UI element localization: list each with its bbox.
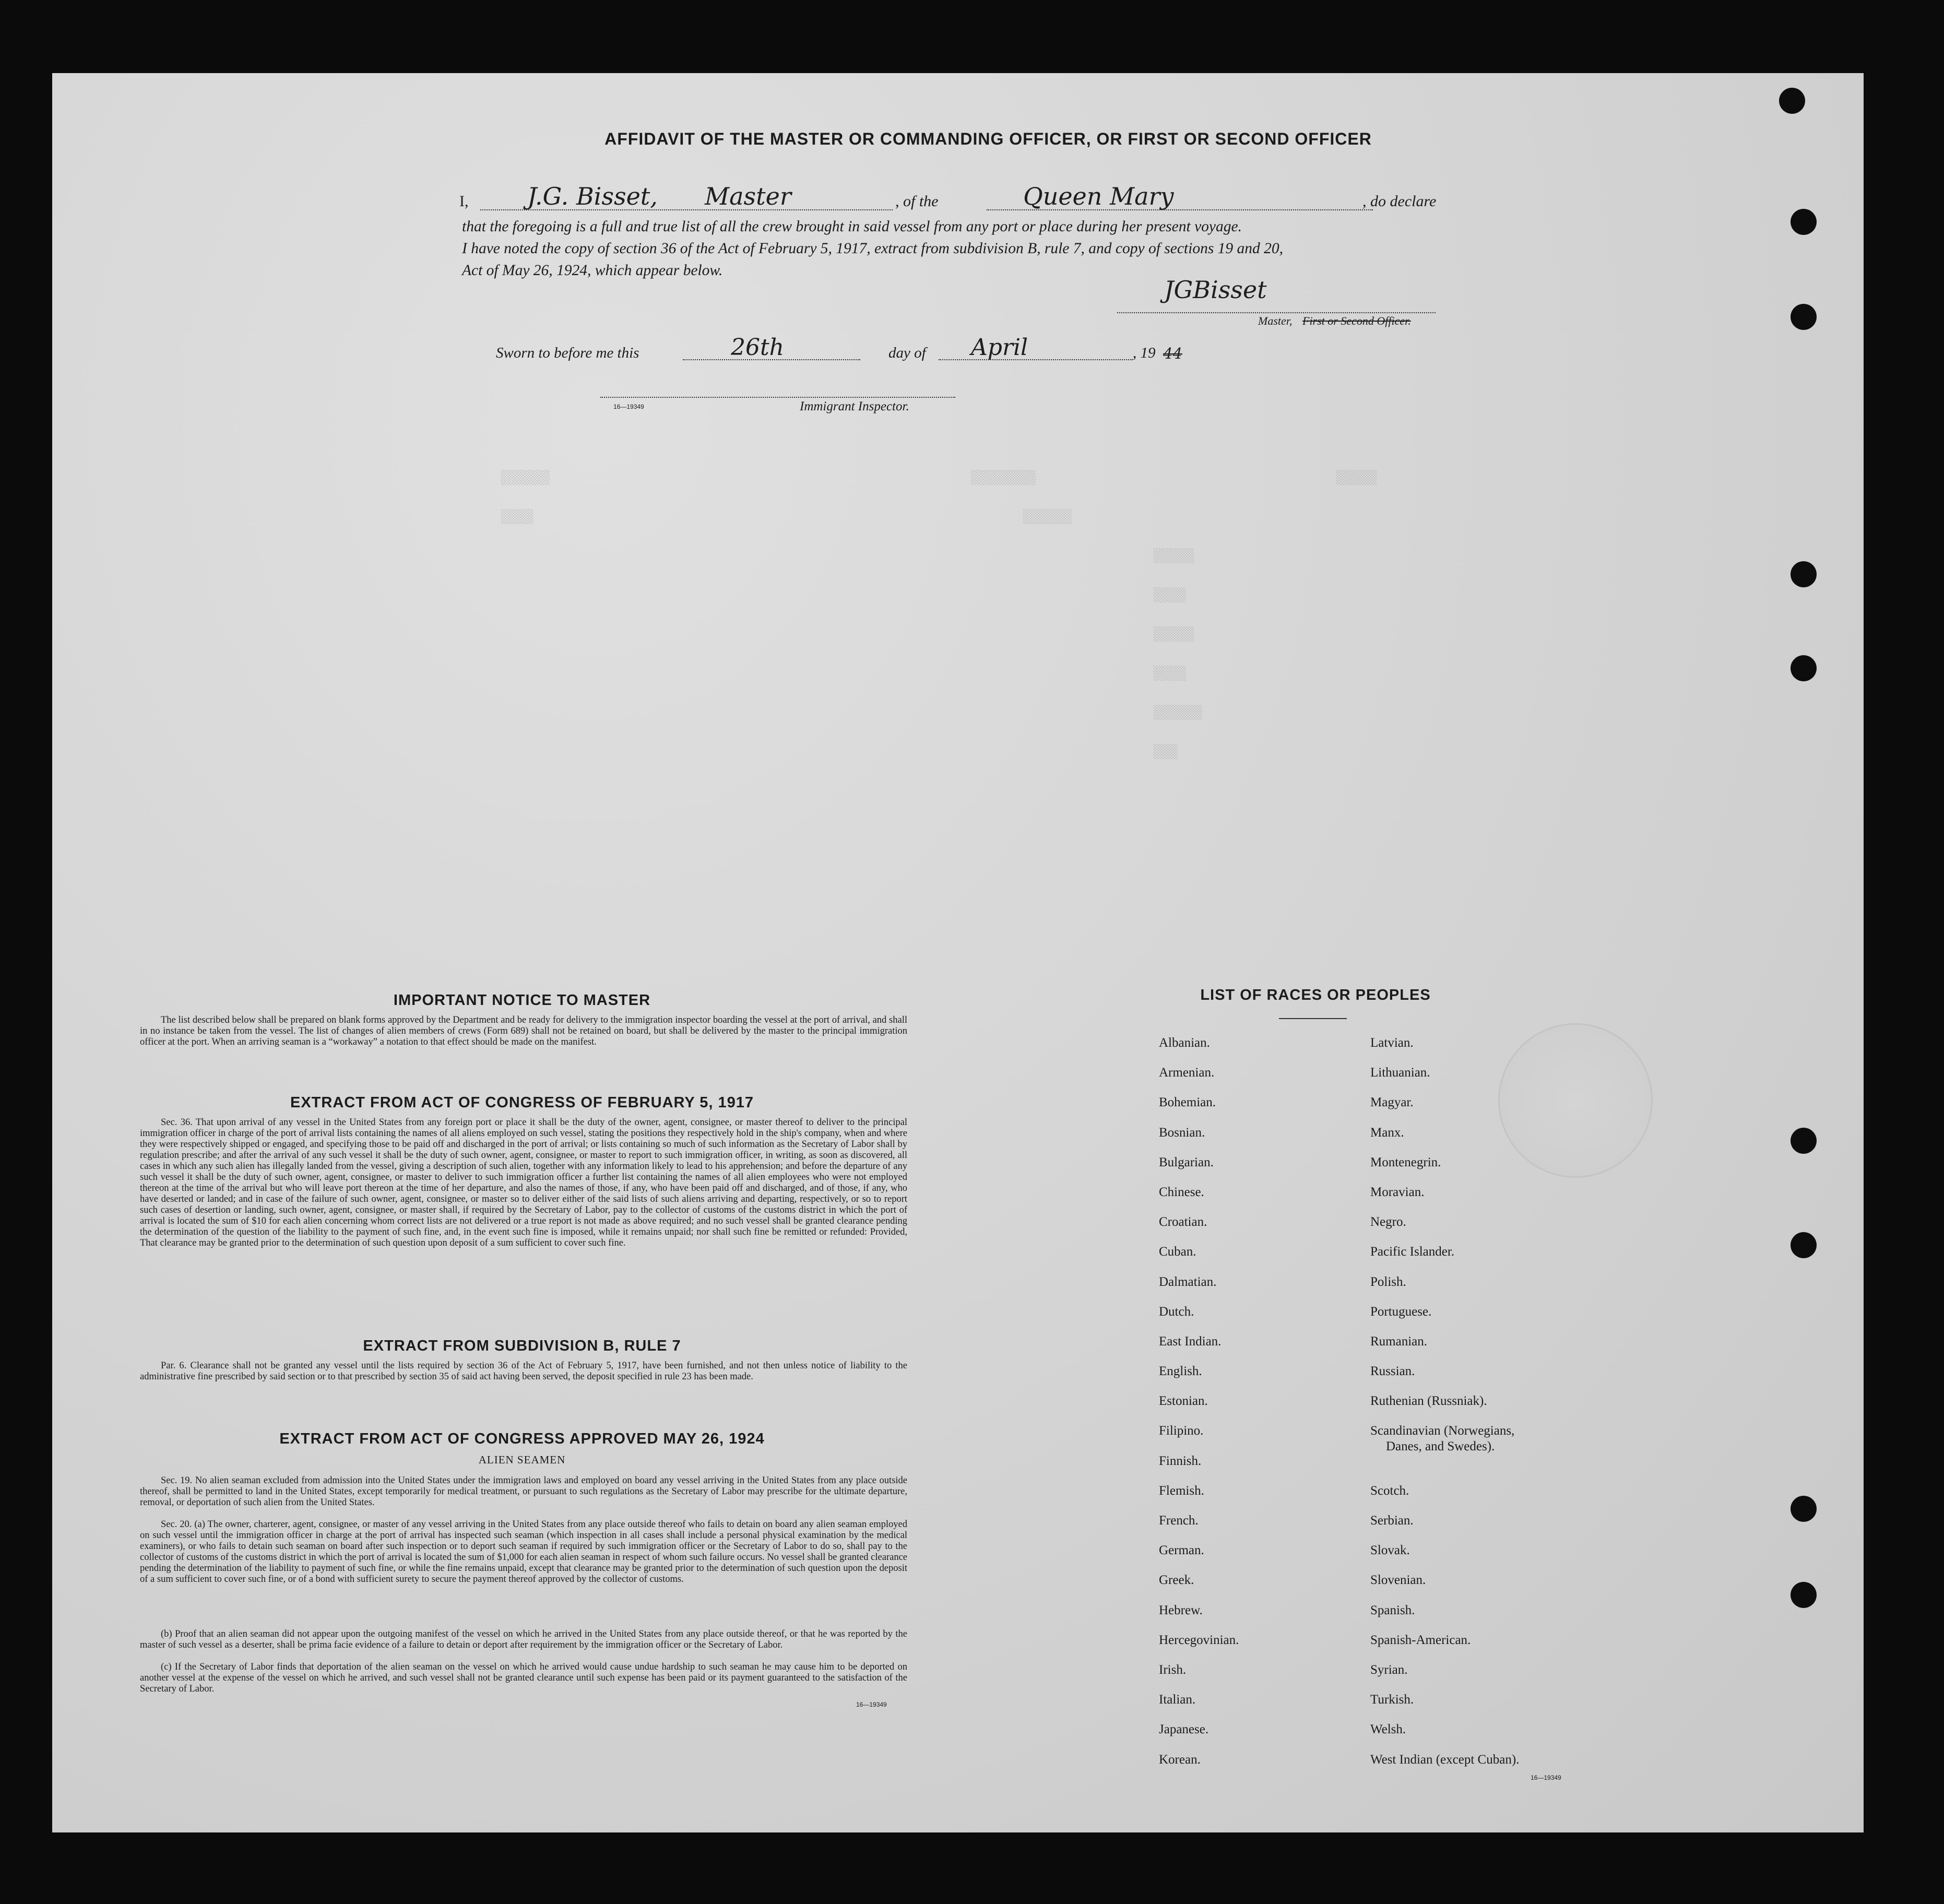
extract-1924-title: EXTRACT FROM ACT OF CONGRESS APPROVED MAY 26, 1924	[279, 1430, 765, 1447]
punch-hole	[1791, 1128, 1817, 1154]
race-item: Slovenian.	[1370, 1573, 1426, 1588]
extract-1917-text: Sec. 36. That upon arrival of any vessel in the United States from any foreign port or place it shall be the duty of the owner, agent, consignee, or master thereof to deliver to the principal immigration officer in charge of the port of arrival lists containing the names of all aliens employed on such vessel, stating the positions they respectively hold in the ship's company, when and where they were respectively shipped or engaged, and specifying those to be paid off and discharged in the port of arrival; or lists containing so much of such information as the Secretary of Labor shall by regulation prescribe; and after the arrival of any such vessel it shall be the duty of such owner, agent, consignee, or master to report to such immigration officer, in writing, as soon as discovered, all cases in which any such alien has illegally landed from the vessel, giving a description of such alien, together with any information likely to lead to his apprehension; and before the departure of any such vessel it shall be the duty of such owner, agent, consignee, or master to deliver to such immigration officer a further list containing the names of all alien employees who were not employed thereon at the time of the arrival but who will leave port thereon at the time of her departure, and also the names of those, if any, who have been paid off and discharged, and of those, if any, who have deserted or landed; and in case of the failure of such owner, agent, consignee, or master so to deliver either of the said lists of such aliens arriving and departing, respectively, or so to report such cases of desertion or landing, such owner, agent, consignee, or master shall, if required by the Secretary of Labor, pay to the collector of customs of the customs district in which the port of arrival is located the sum of $10 for each alien concerning whom correct lists are not delivered or a true report is not made as above required; and no such vessel shall be granted clearance pending the determination of the question of the liability to the payment of such fine, and, in the event such fine is imposed, while it remains unpaid; nor shall such fine be remitted or refunded: Provided, That clearance may be granted prior to the determination of such question upon deposit of a sum sufficient to cover such fine.	[140, 1117, 907, 1248]
punch-hole	[1791, 209, 1817, 235]
declarant-name: J.G. Bisset,	[527, 182, 658, 210]
race-item: Chinese.	[1159, 1185, 1204, 1199]
race-item: Ruthenian (Russniak).	[1370, 1394, 1487, 1409]
master-label: Master,	[1258, 314, 1293, 327]
extract-1924-sec20c: (c) If the Secretary of Labor finds that deportation of the alien seaman on the vessel on which he arrived would cause undue hardship to such seaman he may cause him to be deported on another vessel at the expense of the vessel on which he arrived, and such vessel shall not be granted clearance until such expense has been paid or its payment guaranteed to the satisfaction of the Secretary of Labor.	[140, 1662, 907, 1694]
race-item: Moravian.	[1370, 1185, 1425, 1199]
races-left-column	[1159, 1036, 1347, 1782]
year-prefix: , 19	[1133, 345, 1156, 361]
extract-1924-sec20a: Sec. 20. (a) The owner, charterer, agent, consignee, or master of any vessel arriving in the United States from any place outside thereof who fails to detain on board any alien seaman employed on such vessel until the immigration officer in charge at the port of arrival has inspected such seaman (which inspection in all cases shall include a personal physical examination by the medical examiners), or who fails to detain such seaman on board after such inspection or to deport such seaman if required by such immigration officer or the Secretary of Labor to do so, shall pay to the collector of customs of the customs district in which the port of arrival is located the sum of $1,000 for each alien seaman in respect of whom such failure occurs. No vessel shall be granted clearance pending the determination of the liability to payment of such fine, or while the fine remains unpaid, except that clearance may be granted prior to the determination of such question upon the deposit of a sum sufficient to cover such fine, or of a bond with sufficient surety to secure the payment thereof approved by the collector of customs.	[140, 1519, 907, 1584]
race-item: Greek.	[1159, 1573, 1194, 1588]
extract-1924-sec19: Sec. 19. No alien seaman excluded from admission into the United States under the immigration laws and employed on board any vessel arriving in the United States from any place outside thereof, shall be permitted to land in the United States, except temporarily for medical treatment, or pursuant to such regulations as the Secretary of Labor may prescribe for the ultimate departure, removal, or deportation of such alien from the United States.	[140, 1475, 907, 1508]
punch-hole	[1791, 561, 1817, 587]
race-item: Latvian.	[1370, 1036, 1414, 1050]
do-declare-label: , do declare	[1362, 193, 1437, 210]
race-item: Flemish.	[1159, 1483, 1204, 1498]
day-of-label: day of	[888, 345, 926, 361]
race-item: Lithuanian.	[1370, 1066, 1430, 1080]
race-item: Rumanian.	[1370, 1334, 1428, 1349]
extract-form-number: 16—19349	[856, 1701, 887, 1708]
race-item: Portuguese.	[1370, 1304, 1432, 1319]
declarant-rank: Master	[705, 182, 791, 210]
race-item: Welsh.	[1370, 1722, 1406, 1737]
year-suffix: 44	[1163, 345, 1182, 362]
extract-1924-sec20b: (b) Proof that an alien seaman did not appear upon the outgoing manifest of the vessel on which he arrived in the United States from any place outside thereof, or that he was reported by the master of such vessel as a deserter, shall be prima facie evidence of a failure to detain or deport after requirement by the immigration officer or the Secretary of Labor.	[140, 1629, 907, 1650]
important-notice-text: The list described below shall be prepared on blank forms approved by the Department and be ready for delivery to the immigration inspector boarding the vessel at the port of arrival, and shall in no instance be taken from the vessel. The list of changes of alien members of crews (Form 689) shall not be retained on board, but shall be delivered by the master to the principal immigration officer at the port. When an arriving seaman is a “workaway” a notation to that effect should be made on the manifest.	[140, 1015, 907, 1047]
race-item: Hebrew.	[1159, 1603, 1203, 1617]
race-item: Slovak.	[1370, 1543, 1410, 1558]
punch-hole	[1779, 88, 1805, 114]
race-item: Dalmatian.	[1159, 1274, 1217, 1289]
important-notice-title: IMPORTANT NOTICE TO MASTER	[393, 992, 651, 1009]
race-item: Scandinavian (Norwegians,	[1370, 1424, 1515, 1438]
race-item: Irish.	[1159, 1662, 1187, 1677]
vessel-name: Queen Mary	[1023, 182, 1174, 210]
race-item: Albanian.	[1159, 1036, 1210, 1050]
race-item: Dutch.	[1159, 1304, 1194, 1319]
race-item: Serbian.	[1370, 1513, 1414, 1528]
race-item: Negro.	[1370, 1215, 1406, 1229]
extract-1917-title: EXTRACT FROM ACT OF CONGRESS OF FEBRUARY 5, 1917	[290, 1094, 754, 1111]
race-item: Finnish.	[1159, 1453, 1202, 1468]
struck-officer-label: First or Second Officer.	[1302, 314, 1411, 327]
alien-seamen-subtitle: ALIEN SEAMEN	[478, 1453, 566, 1466]
race-item: East Indian.	[1159, 1334, 1222, 1349]
punch-hole	[1791, 1232, 1817, 1258]
race-item: Bulgarian.	[1159, 1155, 1214, 1169]
race-item: Manx.	[1370, 1125, 1404, 1140]
race-item: West Indian (except Cuban).	[1370, 1752, 1520, 1767]
sworn-label: Sworn to before me this	[496, 345, 639, 361]
bleed-through: ░░░░░░ ░░░░░░░░ ░░░░░ ░░░░ ░░░░░░ ░░░░░ ░░░░ ░░░░░ ░░░░ ░░░░░░ ░░░	[501, 470, 1378, 760]
race-item: Estonian.	[1159, 1394, 1208, 1409]
sworn-line	[496, 334, 1227, 365]
affidavit-title: AFFIDAVIT OF THE MASTER OR COMMANDING OFFICER, OR FIRST OR SECOND OFFICER	[604, 129, 1372, 148]
of-the-label: , of the	[895, 193, 939, 210]
race-item: Scotch.	[1370, 1483, 1409, 1498]
race-item: Japanese.	[1159, 1722, 1209, 1737]
race-item: Bohemian.	[1159, 1095, 1216, 1110]
races-right-column	[1370, 1036, 1631, 1782]
race-item: Magyar.	[1370, 1095, 1414, 1110]
master-signature: JGBisset	[1164, 276, 1267, 304]
signature-block	[1107, 271, 1446, 329]
races-title: LIST OF RACES OR PEOPLES	[1200, 987, 1431, 1003]
race-item: Croatian.	[1159, 1215, 1207, 1229]
affidavit-line-3: I have noted the copy of section 36 of the Act of February 5, 1917, extract from subdivision B, rule 7, and copy of sections 19 and 20,	[462, 240, 1284, 257]
inspector-label: Immigrant Inspector.	[800, 399, 909, 413]
sworn-month: April	[971, 334, 1028, 361]
races-form-number: 16—19349	[1531, 1774, 1561, 1781]
affidavit-line-2: that the foregoing is a full and true list of all the crew brought in said vessel from any port or place during her present voyage.	[462, 218, 1242, 235]
punch-hole	[1791, 1496, 1817, 1522]
race-item: Italian.	[1159, 1693, 1196, 1707]
punch-hole	[1791, 1582, 1817, 1608]
extract-rule7-title: EXTRACT FROM SUBDIVISION B, RULE 7	[363, 1338, 681, 1354]
affidavit-line-1	[459, 182, 1441, 217]
race-item: Turkish.	[1370, 1693, 1414, 1707]
race-item: Spanish-American.	[1370, 1633, 1471, 1647]
race-item: Russian.	[1370, 1364, 1415, 1379]
race-item: Danes, and Swedes).	[1386, 1439, 1495, 1454]
race-item: Bosnian.	[1159, 1125, 1205, 1140]
race-item: Montenegrin.	[1370, 1155, 1441, 1169]
i-label: I,	[459, 193, 469, 210]
race-item: Polish.	[1370, 1274, 1406, 1289]
race-item: German.	[1159, 1543, 1204, 1558]
race-item: Cuban.	[1159, 1245, 1196, 1259]
race-item: Korean.	[1159, 1752, 1201, 1767]
inspector-form-number: 16—19349	[613, 403, 644, 410]
extract-rule7-text: Par. 6. Clearance shall not be granted any vessel until the lists required by section 36 of the Act of February 5, 1917, have been furnished, and not then unless notice of liability to the administrative fine prescribed by said section or to that prescribed by section 35 of said act having been served, the deposit specified in rule 23 has been made.	[140, 1361, 907, 1382]
inspector-line	[600, 397, 955, 398]
race-item: Syrian.	[1370, 1662, 1408, 1677]
affidavit-line-4: Act of May 26, 1924, which appear below.	[462, 262, 723, 279]
race-item: French.	[1159, 1513, 1199, 1528]
races-title-rule	[1279, 1018, 1347, 1019]
race-item: English.	[1159, 1364, 1202, 1379]
race-item: Filipino.	[1159, 1424, 1204, 1438]
race-item: Armenian.	[1159, 1066, 1215, 1080]
sworn-month-field	[939, 334, 1133, 360]
sworn-day: 26th	[731, 334, 785, 361]
punch-hole	[1791, 655, 1817, 681]
race-item: Hercegovinian.	[1159, 1633, 1239, 1647]
punch-hole	[1791, 304, 1817, 330]
race-item: Spanish.	[1370, 1603, 1415, 1617]
race-item: Pacific Islander.	[1370, 1245, 1455, 1259]
